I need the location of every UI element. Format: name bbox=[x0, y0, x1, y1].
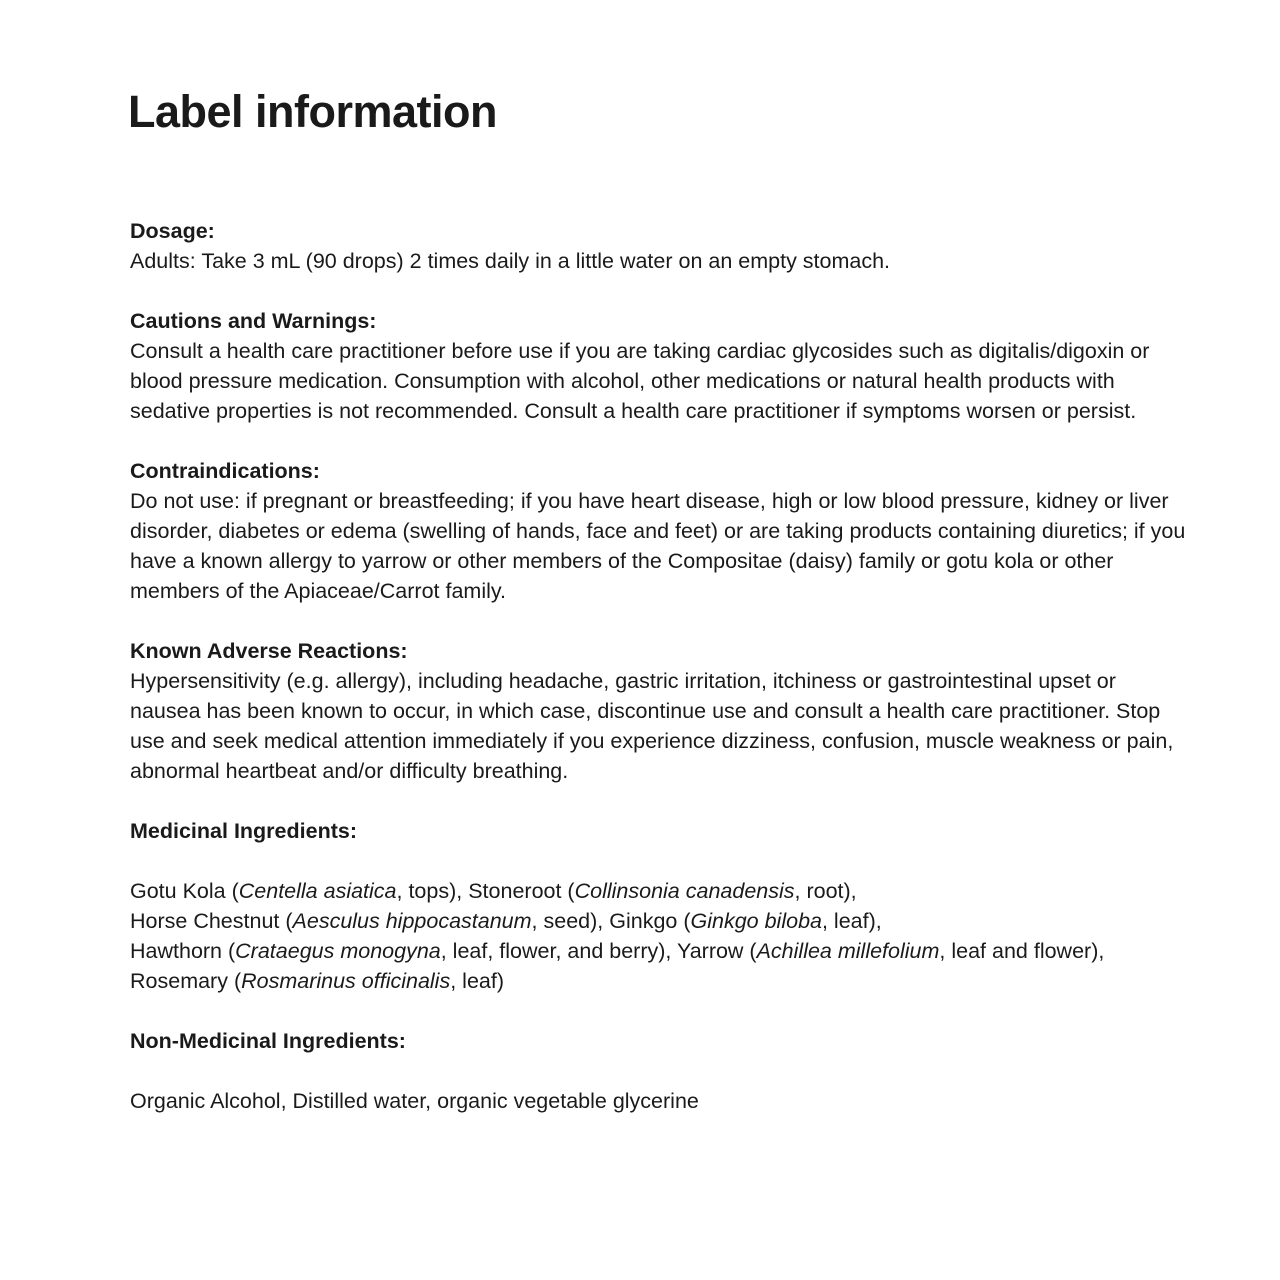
medicinal-ingredients-heading: Medicinal Ingredients: bbox=[130, 819, 357, 843]
spacer bbox=[130, 1056, 1190, 1086]
non-medicinal-ingredients-section bbox=[130, 1026, 1190, 1116]
ingredient-line bbox=[130, 906, 1190, 936]
ingredient-line bbox=[130, 966, 1190, 996]
adverse-reactions-section bbox=[130, 636, 1190, 786]
ingredient-item: Stoneroot (Collinsonia canadensis, root), bbox=[468, 879, 857, 903]
dosage-text: Adults: Take 3 mL (90 drops) 2 times daily in a little water on an empty stomach. bbox=[130, 249, 891, 273]
cautions-text: Consult a health care practitioner before use if you are taking cardiac glycosides such as digitalis/digoxin or blood pressure medication. Consumption with alcohol, other medications or natural health products with sedative properties is not recommended. Consult a health care practitioner if symptoms worsen or persist. bbox=[130, 339, 1150, 423]
ingredient-item: Hawthorn (Crataegus monogyna, leaf, flower, and berry), bbox=[130, 939, 677, 963]
adverse-reactions-heading: Known Adverse Reactions: bbox=[130, 639, 408, 663]
cautions-section bbox=[130, 306, 1190, 426]
dosage-heading: Dosage: bbox=[130, 219, 215, 243]
contraindications-text: Do not use: if pregnant or breastfeeding; if you have heart disease, high or low blood pressure, kidney or liver disorder, diabetes or edema (swelling of hands, face and feet) or are taking products containing diuretics; if you have a known allergy to yarrow or other members of the Compositae (daisy) family or gotu kola or other members of the Apiaceae/Carrot family. bbox=[130, 489, 1186, 603]
ingredient-item: Ginkgo (Ginkgo biloba, leaf), bbox=[609, 909, 882, 933]
contraindications-section bbox=[130, 456, 1190, 606]
medicinal-ingredients-section bbox=[130, 816, 1190, 996]
ingredient-item: Yarrow (Achillea millefolium, leaf and flower), bbox=[676, 939, 1105, 963]
ingredient-line bbox=[130, 876, 1190, 906]
dosage-section bbox=[130, 216, 1190, 276]
ingredient-item: Rosemary (Rosmarinus officinalis, leaf) bbox=[130, 969, 504, 993]
label-content bbox=[130, 216, 1190, 1146]
non-medicinal-ingredients-heading: Non-Medicinal Ingredients: bbox=[130, 1029, 406, 1053]
ingredient-item: Horse Chestnut (Aesculus hippocastanum, seed), bbox=[130, 909, 610, 933]
non-medicinal-ingredients-text: Organic Alcohol, Distilled water, organic vegetable glycerine bbox=[130, 1089, 699, 1113]
contraindications-heading: Contraindications: bbox=[130, 459, 320, 483]
adverse-reactions-text: Hypersensitivity (e.g. allergy), including headache, gastric irritation, itchiness or gastrointestinal upset or nausea has been known to occur, in which case, discontinue use and consult a health care practitioner. Stop use and seek medical attention immediately if you experience dizziness, confusion, muscle weakness or pain, abnormal heartbeat and/or difficulty breathing. bbox=[130, 669, 1174, 783]
ingredient-item: Gotu Kola (Centella asiatica, tops), bbox=[130, 879, 469, 903]
page-title: Label information bbox=[128, 86, 498, 137]
cautions-heading: Cautions and Warnings: bbox=[130, 309, 377, 333]
spacer bbox=[130, 846, 1190, 876]
ingredient-line bbox=[130, 936, 1190, 966]
